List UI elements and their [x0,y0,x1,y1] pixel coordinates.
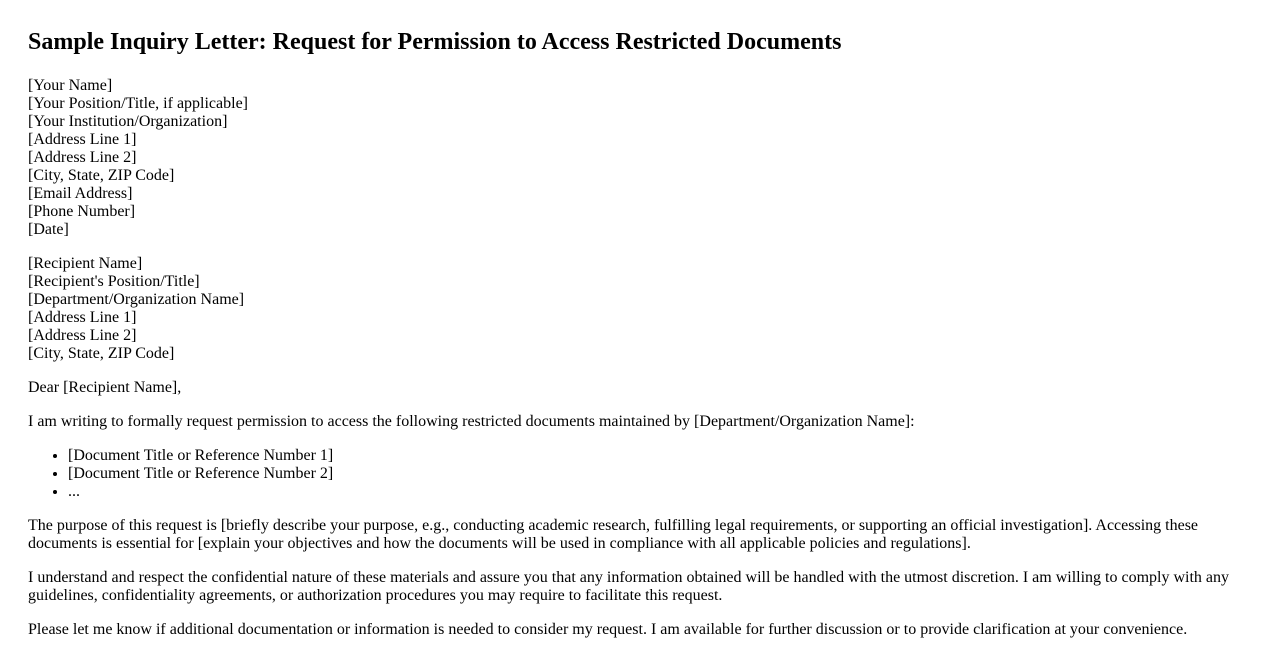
recipient-organization: [Department/Organization Name] [28,291,245,308]
list-item: • [Document Title or Reference Number 1] [68,447,1250,465]
sender-position: [Your Position/Title, if applicable] [28,95,249,112]
recipient-address-line-1: [Address Line 1] [28,309,137,326]
sender-email: [Email Address] [28,185,133,202]
recipient-city-state-zip: [City, State, ZIP Code] [28,345,175,362]
sender-phone: [Phone Number] [28,203,136,220]
recipient-address-line-2: [Address Line 2] [28,327,137,344]
sender-institution: [Your Institution/Organization] [28,113,228,130]
sender-address-line-2: [Address Line 2] [28,149,137,166]
sender-city-state-zip: [City, State, ZIP Code] [28,167,175,184]
letter-date: [Date] [28,221,69,238]
document-list [28,447,1250,501]
sender-name: [Your Name] [28,77,113,94]
sender-address-line-1: [Address Line 1] [28,131,137,148]
recipient-name: [Recipient Name] [28,255,143,272]
list-item: • [Document Title or Reference Number 2] [68,465,1250,483]
purpose-paragraph: The purpose of this request is [briefly describe your purpose, e.g., conducting academic research, fulfilling legal requirements, or supporting an official investigation]. Accessing these documents is essential for [explain your objectives and how the documents will be used in compliance with all applicable policies and regulations]. [28,517,1199,552]
salutation: Dear [Recipient Name], [28,379,182,396]
recipient-position: [Recipient's Position/Title] [28,273,200,290]
intro-paragraph: I am writing to formally request permission to access the following restricted documents maintained by [Department/Organization Name]: [28,413,915,430]
closing-paragraph: Please let me know if additional documentation or information is needed to consider my request. I am available for further discussion or to provide clarification at your convenience. [28,621,1188,638]
confidentiality-paragraph: I understand and respect the confidential nature of these materials and assure you that any information obtained will be handled with the utmost discretion. I am willing to comply with any guidelines, confidentiality agreements, or authorization procedures you may require to facilitate this request. [28,569,1230,604]
recipient-address-block [28,255,1250,363]
page-title: Sample Inquiry Letter: Request for Permission to Access Restricted Documents [28,29,842,55]
list-item: • ... [68,483,1250,501]
sender-address-block [28,77,1250,239]
